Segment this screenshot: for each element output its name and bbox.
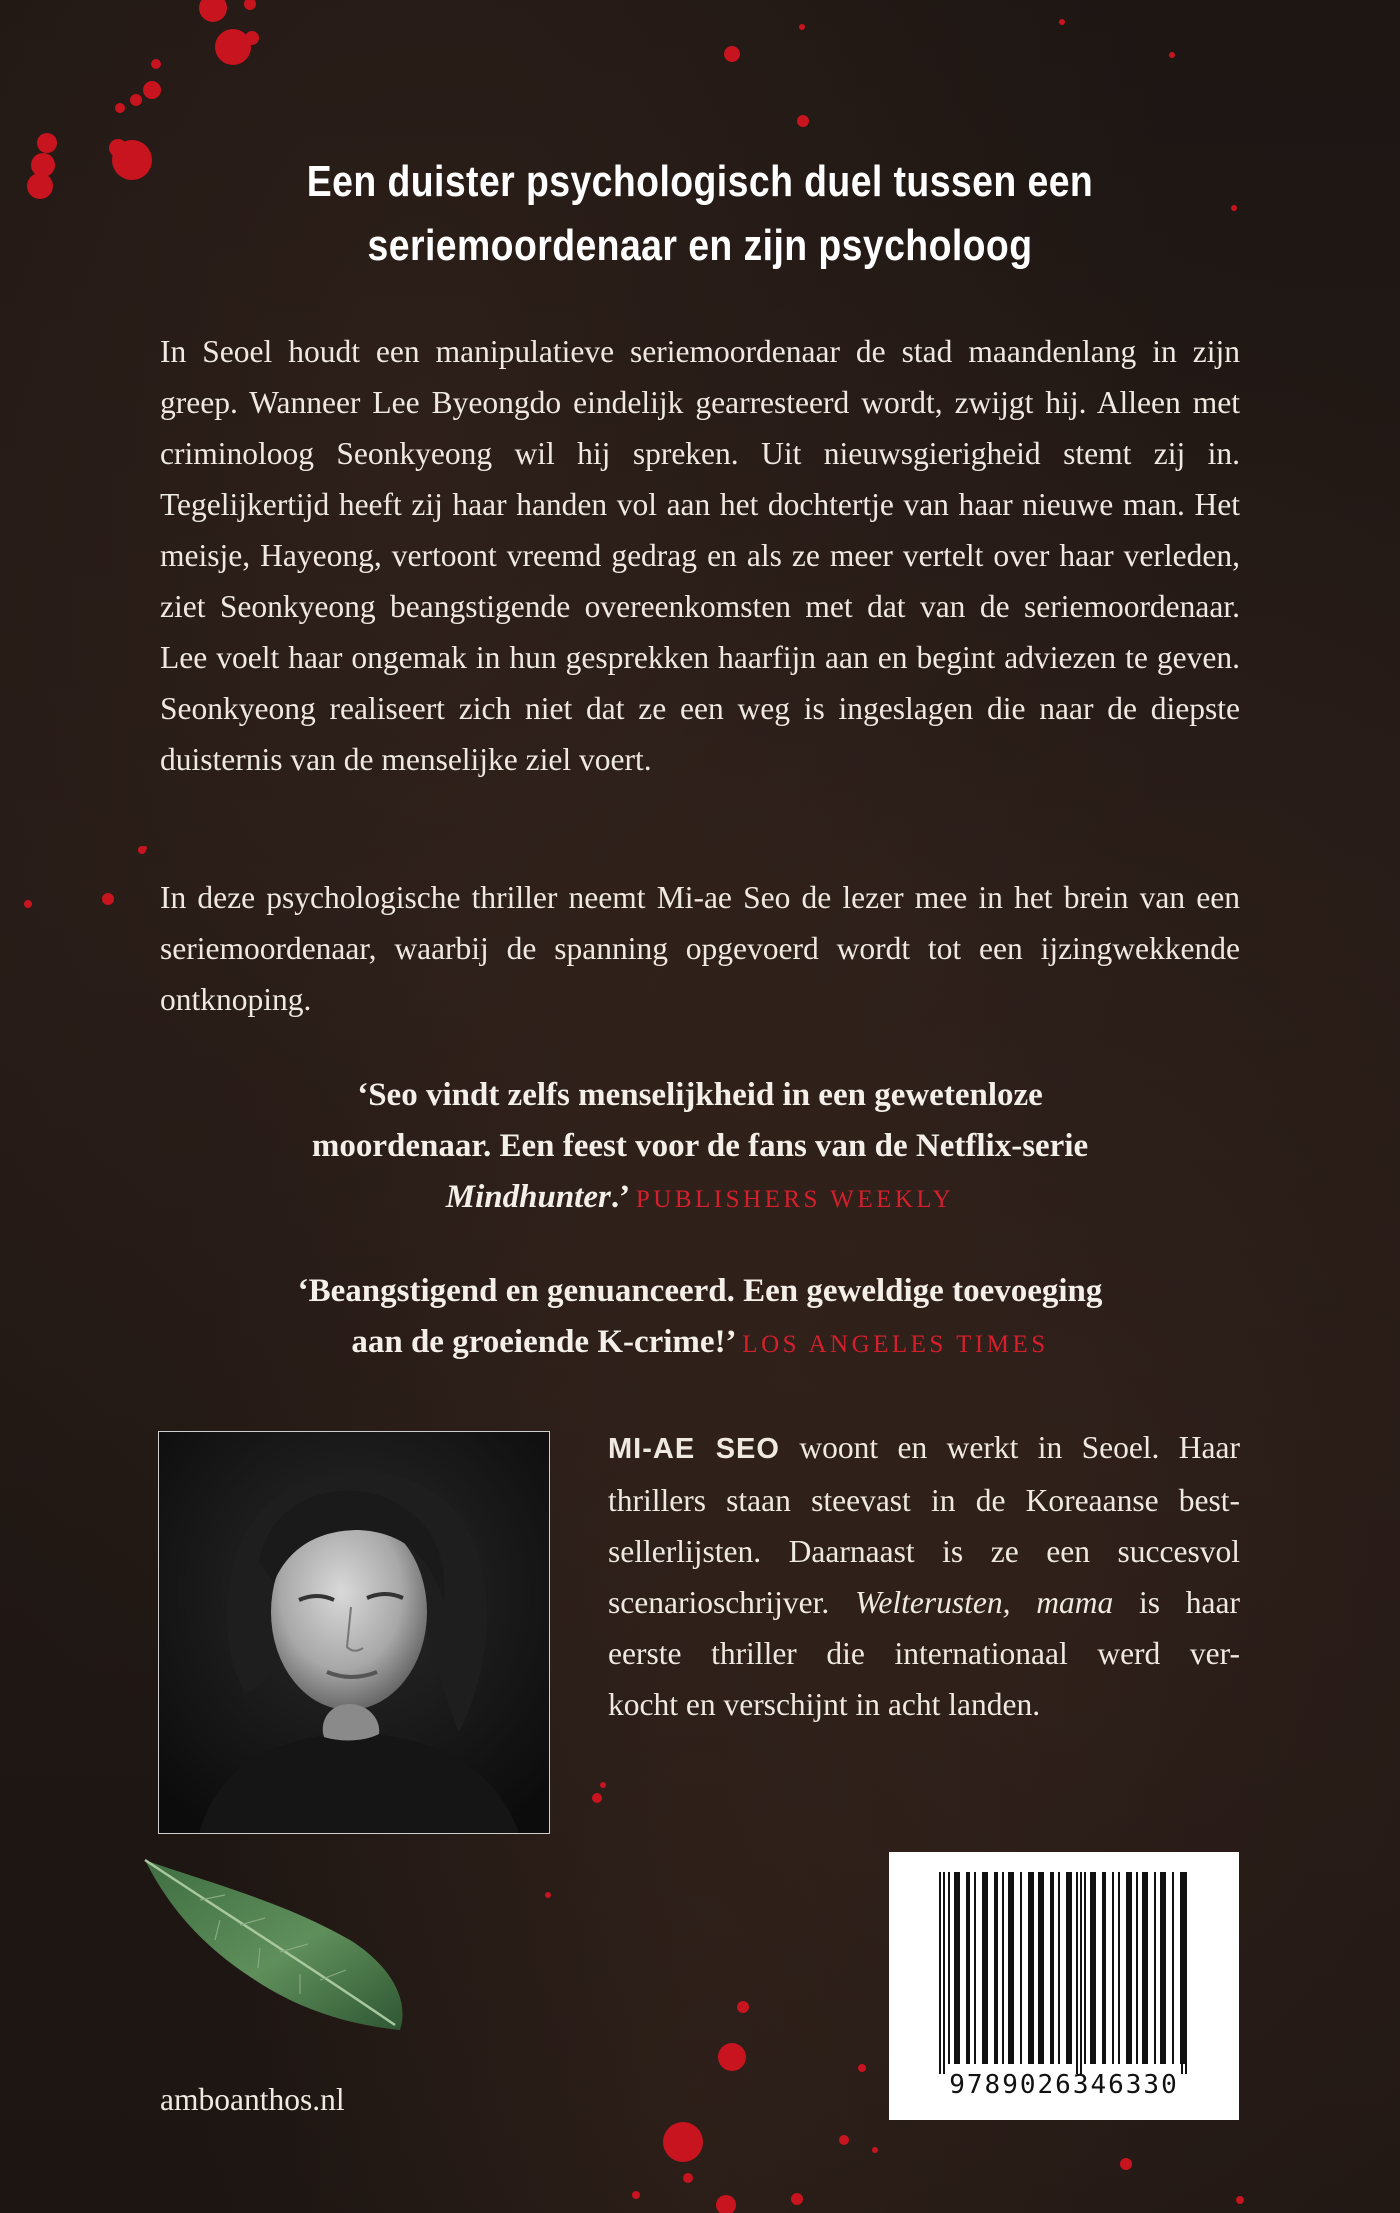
barcode-bar xyxy=(1080,1872,1082,2074)
barcode-bar xyxy=(1090,1872,1096,2064)
blurb-paragraph-2: In deze psychologische thriller neemt Mi-ae Seo de lezer mee in het brein van een seriemoordenaar, waarbij de spanning opgevoerd wordt tot een ijzingwekkende ontknoping. xyxy=(160,880,1240,1017)
quote-2-line-2-text: aan de groeiende K-crime!’ xyxy=(351,1324,735,1360)
review-quote-2 xyxy=(200,1266,1200,1370)
barcode-bar xyxy=(939,1872,941,2074)
review-quote-1 xyxy=(200,1070,1200,1225)
barcode-bar xyxy=(1154,1872,1156,2064)
barcode-bar xyxy=(1020,1872,1022,2064)
publisher-website: amboanthos.nl xyxy=(160,2082,345,2117)
headline xyxy=(258,150,1142,278)
bio-line-6: kocht en verschijnt in acht landen. xyxy=(608,1687,1041,1722)
barcode-bar xyxy=(994,1872,998,2064)
blurb-paragraph-1: In Seoel houdt een manipulatieve seriemoordenaar de stad maandenlang in zijn greep. Wanneer Lee Byeongdo eindelijk gearresteerd wordt, zwijgt hij. Alleen met criminoloog Seonkyeong wil hij spreken. Uit nieuwsgierigheid stemt zij in. Tegelijkertijd heeft zij haar handen vol aan het dochtertje van haar nieuwe man. Het meisje, Hayeong, vertoont vreemd gedrag en als ze meer vertelt over haar verleden, ziet Seonkyeong beangstigende overeenkomsten met dat van de seriemoordenaar. Lee voelt haar ongemak in hun gesprekken haarfijn aan en begint adviezen te geven. Seonkyeong realiseert zich niet dat ze een weg is ingeslagen die naar de diepste duisternis van de menselijke ziel voert. xyxy=(160,334,1240,777)
isbn-number: 9789026346330 xyxy=(949,2070,1179,2100)
barcode-bar xyxy=(1038,1872,1044,2064)
barcode-bar xyxy=(1066,1872,1072,2064)
book-title: Welterusten, mama xyxy=(855,1585,1114,1620)
barcode-bar xyxy=(954,1872,960,2064)
bio-line-1 xyxy=(608,1422,1240,1475)
barcode-bar xyxy=(1112,1872,1114,2064)
barcode-bar xyxy=(1181,1872,1183,2074)
barcode-bar xyxy=(1102,1872,1106,2064)
quote-1-line-1: ‘Seo vindt zelfs menselijkheid in een gewetenloze xyxy=(357,1077,1043,1113)
barcode-bar xyxy=(1172,1872,1174,2064)
bio-line-1-text: woont en werkt in Seoel. Haar xyxy=(799,1430,1241,1465)
headline-line-1: Een duister psychologisch duel tussen een xyxy=(306,157,1094,206)
barcode-bar xyxy=(1076,1872,1078,2074)
barcode-bar xyxy=(1160,1872,1166,2064)
bio-line-3: sellerlijsten. Daarnaast is ze een succesvol xyxy=(608,1534,1240,1569)
barcode-bar xyxy=(1084,1872,1086,2064)
barcode-bar xyxy=(1142,1872,1148,2064)
quote-2-source: LOS ANGELES TIMES xyxy=(742,1331,1049,1358)
bio-line-4-end: is haar xyxy=(1139,1585,1241,1620)
quote-2-line-2 xyxy=(200,1317,1200,1370)
quote-2-line-1: ‘Beangstigend en genuanceerd. Een geweldige toevoeging xyxy=(297,1273,1103,1309)
barcode-bar xyxy=(1008,1872,1014,2064)
isbn-barcode xyxy=(889,1852,1239,2120)
barcode-bar xyxy=(982,1872,988,2064)
author-photo xyxy=(158,1431,550,1834)
headline-line-2: seriemoordenaar en zijn psycholoog xyxy=(367,221,1033,270)
barcode-bar xyxy=(1118,1872,1120,2064)
quote-1-show-title: Mindhunter xyxy=(445,1179,611,1215)
barcode-bar xyxy=(1002,1872,1004,2064)
barcode-bar xyxy=(1136,1872,1138,2064)
bio-line-2: thrillers staan steevast in de Koreaanse best- xyxy=(608,1483,1240,1518)
barcode-bar xyxy=(943,1872,945,2074)
barcode-bar xyxy=(1050,1872,1054,2064)
barcode-bar xyxy=(1028,1872,1034,2064)
bio-line-4-start: scenarioschrijver. xyxy=(608,1585,830,1620)
barcode-bar xyxy=(974,1872,976,2064)
barcode-bar xyxy=(1126,1872,1132,2064)
quote-1-line-3-end: .’ xyxy=(610,1179,628,1215)
bay-leaf-icon xyxy=(130,1840,420,2040)
bio-line-4 xyxy=(608,1577,1240,1628)
author-name: MI-AE SEO xyxy=(608,1433,780,1465)
barcode-bar xyxy=(966,1872,970,2064)
quote-1-line-2: moordenaar. Een feest voor de fans van de Netflix-serie xyxy=(311,1128,1089,1164)
bio-line-5: eerste thriller die internationaal werd ver- xyxy=(608,1636,1240,1671)
barcode-bar xyxy=(948,1872,950,2064)
author-bio xyxy=(608,1422,1240,1730)
barcode-bar xyxy=(1058,1872,1060,2064)
quote-1-line-3 xyxy=(200,1172,1200,1225)
barcode-bar xyxy=(1185,1872,1187,2074)
quote-1-source: PUBLISHERS WEEKLY xyxy=(635,1186,955,1213)
